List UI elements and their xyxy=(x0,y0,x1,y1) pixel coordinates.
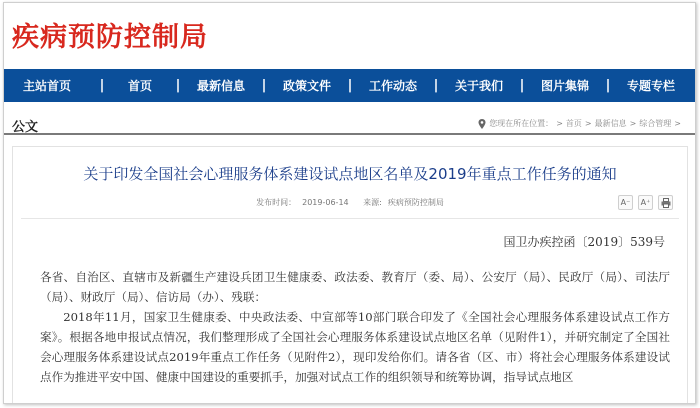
print-icon xyxy=(661,198,671,208)
publish-label-text: 发布时间： xyxy=(256,198,297,207)
site-header xyxy=(4,3,695,69)
nav-separator: | xyxy=(261,78,267,93)
nav-separator: | xyxy=(347,78,353,93)
article-panel xyxy=(12,146,688,404)
body-paragraph-main: 2018年11月，国家卫生健康委、中央政法委、中宣部等10部门联合印发了《全国社会心理服务体系建设试点工作方案》。根据各地申报试点情况，我们整理形成了全国社会心理服务体系建设试点地区名单（见附件1），并研究制定了全国社会心理服务体系建设试点2019年重点工作任务（见附件2），现印发给你们。请各省（区、市）将社会心理服务体系建设试点作为推进平安中国、健康中国建设的重要抓手，加强对试点工作的组织领导和统筹协调，指导试点地区 xyxy=(40,310,670,384)
print-button[interactable] xyxy=(658,195,673,210)
site-logo[interactable]: 疾病预防控制局 xyxy=(12,22,208,53)
breadcrumb-separator: > xyxy=(556,119,563,128)
article-title: 关于印发全国社会心理服务体系建设试点地区名单及2019年重点工作任务的通知 xyxy=(83,165,617,183)
breadcrumb-latest[interactable]: 最新信息 xyxy=(594,119,627,128)
nav-item-latest[interactable]: 最新信息 xyxy=(196,79,245,93)
breadcrumb-general[interactable]: 综合管理 xyxy=(639,119,672,128)
publish-date: 2019-06-14 xyxy=(302,198,349,207)
breadcrumb-prefix: 您现在所在位置： xyxy=(489,119,554,128)
bottom-fade xyxy=(13,394,687,404)
nav-separator: | xyxy=(519,78,525,93)
font-decrease-button[interactable]: A⁻ xyxy=(618,195,633,210)
breadcrumb xyxy=(478,118,681,129)
meta-divider xyxy=(21,218,679,219)
source-info xyxy=(360,198,447,207)
location-pin-icon xyxy=(478,119,486,129)
source-value: 疾病预防控制局 xyxy=(387,198,444,207)
breadcrumb-separator: > xyxy=(584,119,592,128)
main-nav xyxy=(4,69,695,102)
publish-label xyxy=(253,198,352,207)
section-title: 公文 xyxy=(12,120,39,135)
font-increase-button[interactable]: A⁺ xyxy=(638,195,653,210)
article-tools xyxy=(618,195,673,210)
nav-separator: | xyxy=(605,78,611,93)
nav-item-work-news[interactable]: 工作动态 xyxy=(368,79,417,93)
breadcrumb-separator: > xyxy=(629,119,637,128)
document-number: 国卫办疾控函〔2019〕539号 xyxy=(503,235,665,249)
nav-item-main-home[interactable]: 主站首页 xyxy=(22,79,71,93)
browser-page xyxy=(3,2,696,404)
nav-separator: | xyxy=(433,78,439,93)
breadcrumb-home[interactable]: 首页 xyxy=(565,119,582,128)
nav-separator: | xyxy=(99,78,105,93)
article-meta xyxy=(13,197,687,208)
section-bar xyxy=(4,113,695,135)
nav-item-gallery[interactable]: 图片集锦 xyxy=(540,79,589,93)
source-label: 来源: xyxy=(363,198,382,207)
nav-separator: | xyxy=(175,78,181,93)
nav-item-about[interactable]: 关于我们 xyxy=(454,79,503,93)
body-paragraph-recipients: 各省、自治区、直辖市及新疆生产建设兵团卫生健康委、政法委、教育厅（委、局）、公安厅（局）、民政厅（局）、司法厅（局）、财政厅（局）、信访局（办）、残联： xyxy=(40,270,670,304)
article-body xyxy=(40,267,670,387)
nav-item-topics[interactable]: 专题专栏 xyxy=(626,79,675,93)
breadcrumb-separator: > xyxy=(674,119,681,128)
nav-item-policy[interactable]: 政策文件 xyxy=(282,79,331,93)
nav-item-home[interactable]: 首页 xyxy=(127,79,152,93)
